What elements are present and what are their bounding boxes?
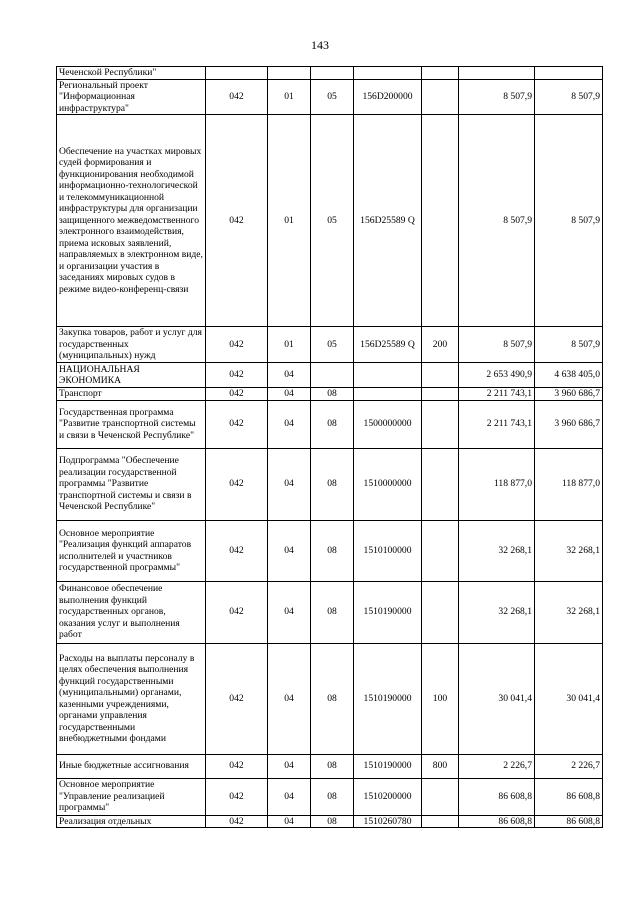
target-article-cell: 1510200000: [354, 778, 422, 815]
row-name-cell: Основное мероприятие "Управление реализацией программы": [57, 778, 206, 815]
table-row: [57, 400, 603, 448]
admin-code-cell: 042: [206, 327, 268, 363]
subsection-code-cell: [311, 363, 354, 388]
section-code-cell: 04: [268, 520, 311, 581]
page-number: 143: [311, 38, 329, 52]
expense-type-cell: 800: [422, 754, 459, 778]
admin-code-cell: 042: [206, 363, 268, 388]
budget-table: [56, 66, 603, 828]
row-name-cell: Обеспечение на участках мировых судей формирования и функционирования необходимой информационно-технологической и телекоммуникационной инфраструктуры для организации защищенного межведомственного электронного взаимодействия, приема исковых заявлений, направляемых в электронном виде, и организации участия в заседаниях мировых судов в режиме видео-конференц-связи: [57, 115, 206, 327]
table-row: [57, 388, 603, 401]
admin-code-cell: 042: [206, 448, 268, 520]
target-article-cell: 156D200000: [354, 79, 422, 115]
expense-type-cell: [422, 520, 459, 581]
row-name-cell: Реализация отдельных: [57, 815, 206, 828]
subsection-code-cell: 08: [311, 448, 354, 520]
amount-year2-cell: 30 041,4: [535, 643, 603, 754]
amount-year2-cell: 8 507,9: [535, 327, 603, 363]
section-code-cell: 04: [268, 815, 311, 828]
target-article-cell: [354, 388, 422, 401]
amount-year2-cell: 3 960 686,7: [535, 400, 603, 448]
amount-year1-cell: 2 211 743,1: [459, 388, 535, 401]
target-article-cell: [354, 363, 422, 388]
subsection-code-cell: 08: [311, 520, 354, 581]
expense-type-cell: 100: [422, 643, 459, 754]
admin-code-cell: 042: [206, 400, 268, 448]
table-row: [57, 643, 603, 754]
amount-year1-cell: 2 653 490,9: [459, 363, 535, 388]
row-name-cell: Основное мероприятие "Реализация функций аппаратов исполнителей и участников государственной программы": [57, 520, 206, 581]
target-article-cell: 1510100000: [354, 520, 422, 581]
section-code-cell: 01: [268, 115, 311, 327]
row-name-cell: Подпрограмма "Обеспечение реализации государственной программы "Развитие транспортной системы и связи в Чеченской Республике": [57, 448, 206, 520]
amount-year1-cell: 2 226,7: [459, 754, 535, 778]
expense-type-cell: 200: [422, 327, 459, 363]
table-row: [57, 115, 603, 327]
table-row: [57, 754, 603, 778]
amount-year2-cell: 86 608,8: [535, 815, 603, 828]
table-row: [57, 520, 603, 581]
admin-code-cell: 042: [206, 815, 268, 828]
subsection-code-cell: 08: [311, 643, 354, 754]
target-article-cell: 156D25589 Q: [354, 115, 422, 327]
amount-year1-cell: 32 268,1: [459, 581, 535, 643]
row-name-cell: Чеченской Республики": [57, 67, 206, 80]
admin-code-cell: 042: [206, 754, 268, 778]
section-code-cell: 04: [268, 778, 311, 815]
expense-type-cell: [422, 581, 459, 643]
amount-year2-cell: 32 268,1: [535, 581, 603, 643]
target-article-cell: 156D25589 Q: [354, 327, 422, 363]
amount-year1-cell: 8 507,9: [459, 327, 535, 363]
amount-year1-cell: 8 507,9: [459, 79, 535, 115]
table-row: [57, 581, 603, 643]
target-article-cell: 1510000000: [354, 448, 422, 520]
subsection-code-cell: 05: [311, 79, 354, 115]
expense-type-cell: [422, 388, 459, 401]
row-name-cell: Финансовое обеспечение выполнения функций государственных органов, оказания услуг и выполнения работ: [57, 581, 206, 643]
admin-code-cell: 042: [206, 520, 268, 581]
amount-year1-cell: 2 211 743,1: [459, 400, 535, 448]
amount-year2-cell: 8 507,9: [535, 79, 603, 115]
target-article-cell: 1510190000: [354, 754, 422, 778]
row-name-cell: Иные бюджетные ассигнования: [57, 754, 206, 778]
row-name-cell: Государственная программа "Развитие транспортной системы и связи в Чеченской Республике": [57, 400, 206, 448]
row-name-cell: Расходы на выплаты персоналу в целях обеспечения выполнения функций государственными (муниципальными) органами, казенными учреждениями, органами управления государственными внебюджетными фондами: [57, 643, 206, 754]
expense-type-cell: [422, 448, 459, 520]
table-row: [57, 327, 603, 363]
subsection-code-cell: [311, 67, 354, 80]
expense-type-cell: [422, 400, 459, 448]
subsection-code-cell: 08: [311, 815, 354, 828]
section-code-cell: [268, 67, 311, 80]
expense-type-cell: [422, 778, 459, 815]
admin-code-cell: 042: [206, 778, 268, 815]
subsection-code-cell: 08: [311, 754, 354, 778]
amount-year1-cell: 8 507,9: [459, 115, 535, 327]
amount-year2-cell: 4 638 405,0: [535, 363, 603, 388]
target-article-cell: 1510260780: [354, 815, 422, 828]
subsection-code-cell: 08: [311, 581, 354, 643]
section-code-cell: 04: [268, 448, 311, 520]
table-row: [57, 67, 603, 80]
expense-type-cell: [422, 115, 459, 327]
amount-year1-cell: 86 608,8: [459, 778, 535, 815]
subsection-code-cell: 08: [311, 388, 354, 401]
table-row: [57, 363, 603, 388]
admin-code-cell: 042: [206, 581, 268, 643]
table-row: [57, 79, 603, 115]
table-row: [57, 815, 603, 828]
subsection-code-cell: 08: [311, 400, 354, 448]
target-article-cell: [354, 67, 422, 80]
admin-code-cell: [206, 67, 268, 80]
target-article-cell: 1510190000: [354, 581, 422, 643]
section-code-cell: 04: [268, 754, 311, 778]
section-code-cell: 01: [268, 327, 311, 363]
expense-type-cell: [422, 67, 459, 80]
amount-year1-cell: 86 608,8: [459, 815, 535, 828]
subsection-code-cell: 05: [311, 115, 354, 327]
table-row: [57, 778, 603, 815]
amount-year1-cell: 32 268,1: [459, 520, 535, 581]
row-name-cell: Региональный проект "Информационная инфраструктура": [57, 79, 206, 115]
amount-year2-cell: [535, 67, 603, 80]
expense-type-cell: [422, 363, 459, 388]
amount-year1-cell: 30 041,4: [459, 643, 535, 754]
row-name-cell: НАЦИОНАЛЬНАЯ ЭКОНОМИКА: [57, 363, 206, 388]
target-article-cell: 1510190000: [354, 643, 422, 754]
amount-year2-cell: 3 960 686,7: [535, 388, 603, 401]
section-code-cell: 04: [268, 363, 311, 388]
amount-year2-cell: 86 608,8: [535, 778, 603, 815]
amount-year2-cell: 32 268,1: [535, 520, 603, 581]
admin-code-cell: 042: [206, 115, 268, 327]
subsection-code-cell: 05: [311, 327, 354, 363]
amount-year1-cell: [459, 67, 535, 80]
amount-year2-cell: 118 877,0: [535, 448, 603, 520]
expense-type-cell: [422, 79, 459, 115]
admin-code-cell: 042: [206, 388, 268, 401]
admin-code-cell: 042: [206, 79, 268, 115]
amount-year2-cell: 2 226,7: [535, 754, 603, 778]
row-name-cell: Транспорт: [57, 388, 206, 401]
section-code-cell: 04: [268, 388, 311, 401]
expense-type-cell: [422, 815, 459, 828]
section-code-cell: 04: [268, 581, 311, 643]
section-code-cell: 04: [268, 643, 311, 754]
amount-year1-cell: 118 877,0: [459, 448, 535, 520]
target-article-cell: 1500000000: [354, 400, 422, 448]
amount-year2-cell: 8 507,9: [535, 115, 603, 327]
subsection-code-cell: 08: [311, 778, 354, 815]
table-row: [57, 448, 603, 520]
section-code-cell: 01: [268, 79, 311, 115]
row-name-cell: Закупка товаров, работ и услуг для государственных (муниципальных) нужд: [57, 327, 206, 363]
admin-code-cell: 042: [206, 643, 268, 754]
section-code-cell: 04: [268, 400, 311, 448]
